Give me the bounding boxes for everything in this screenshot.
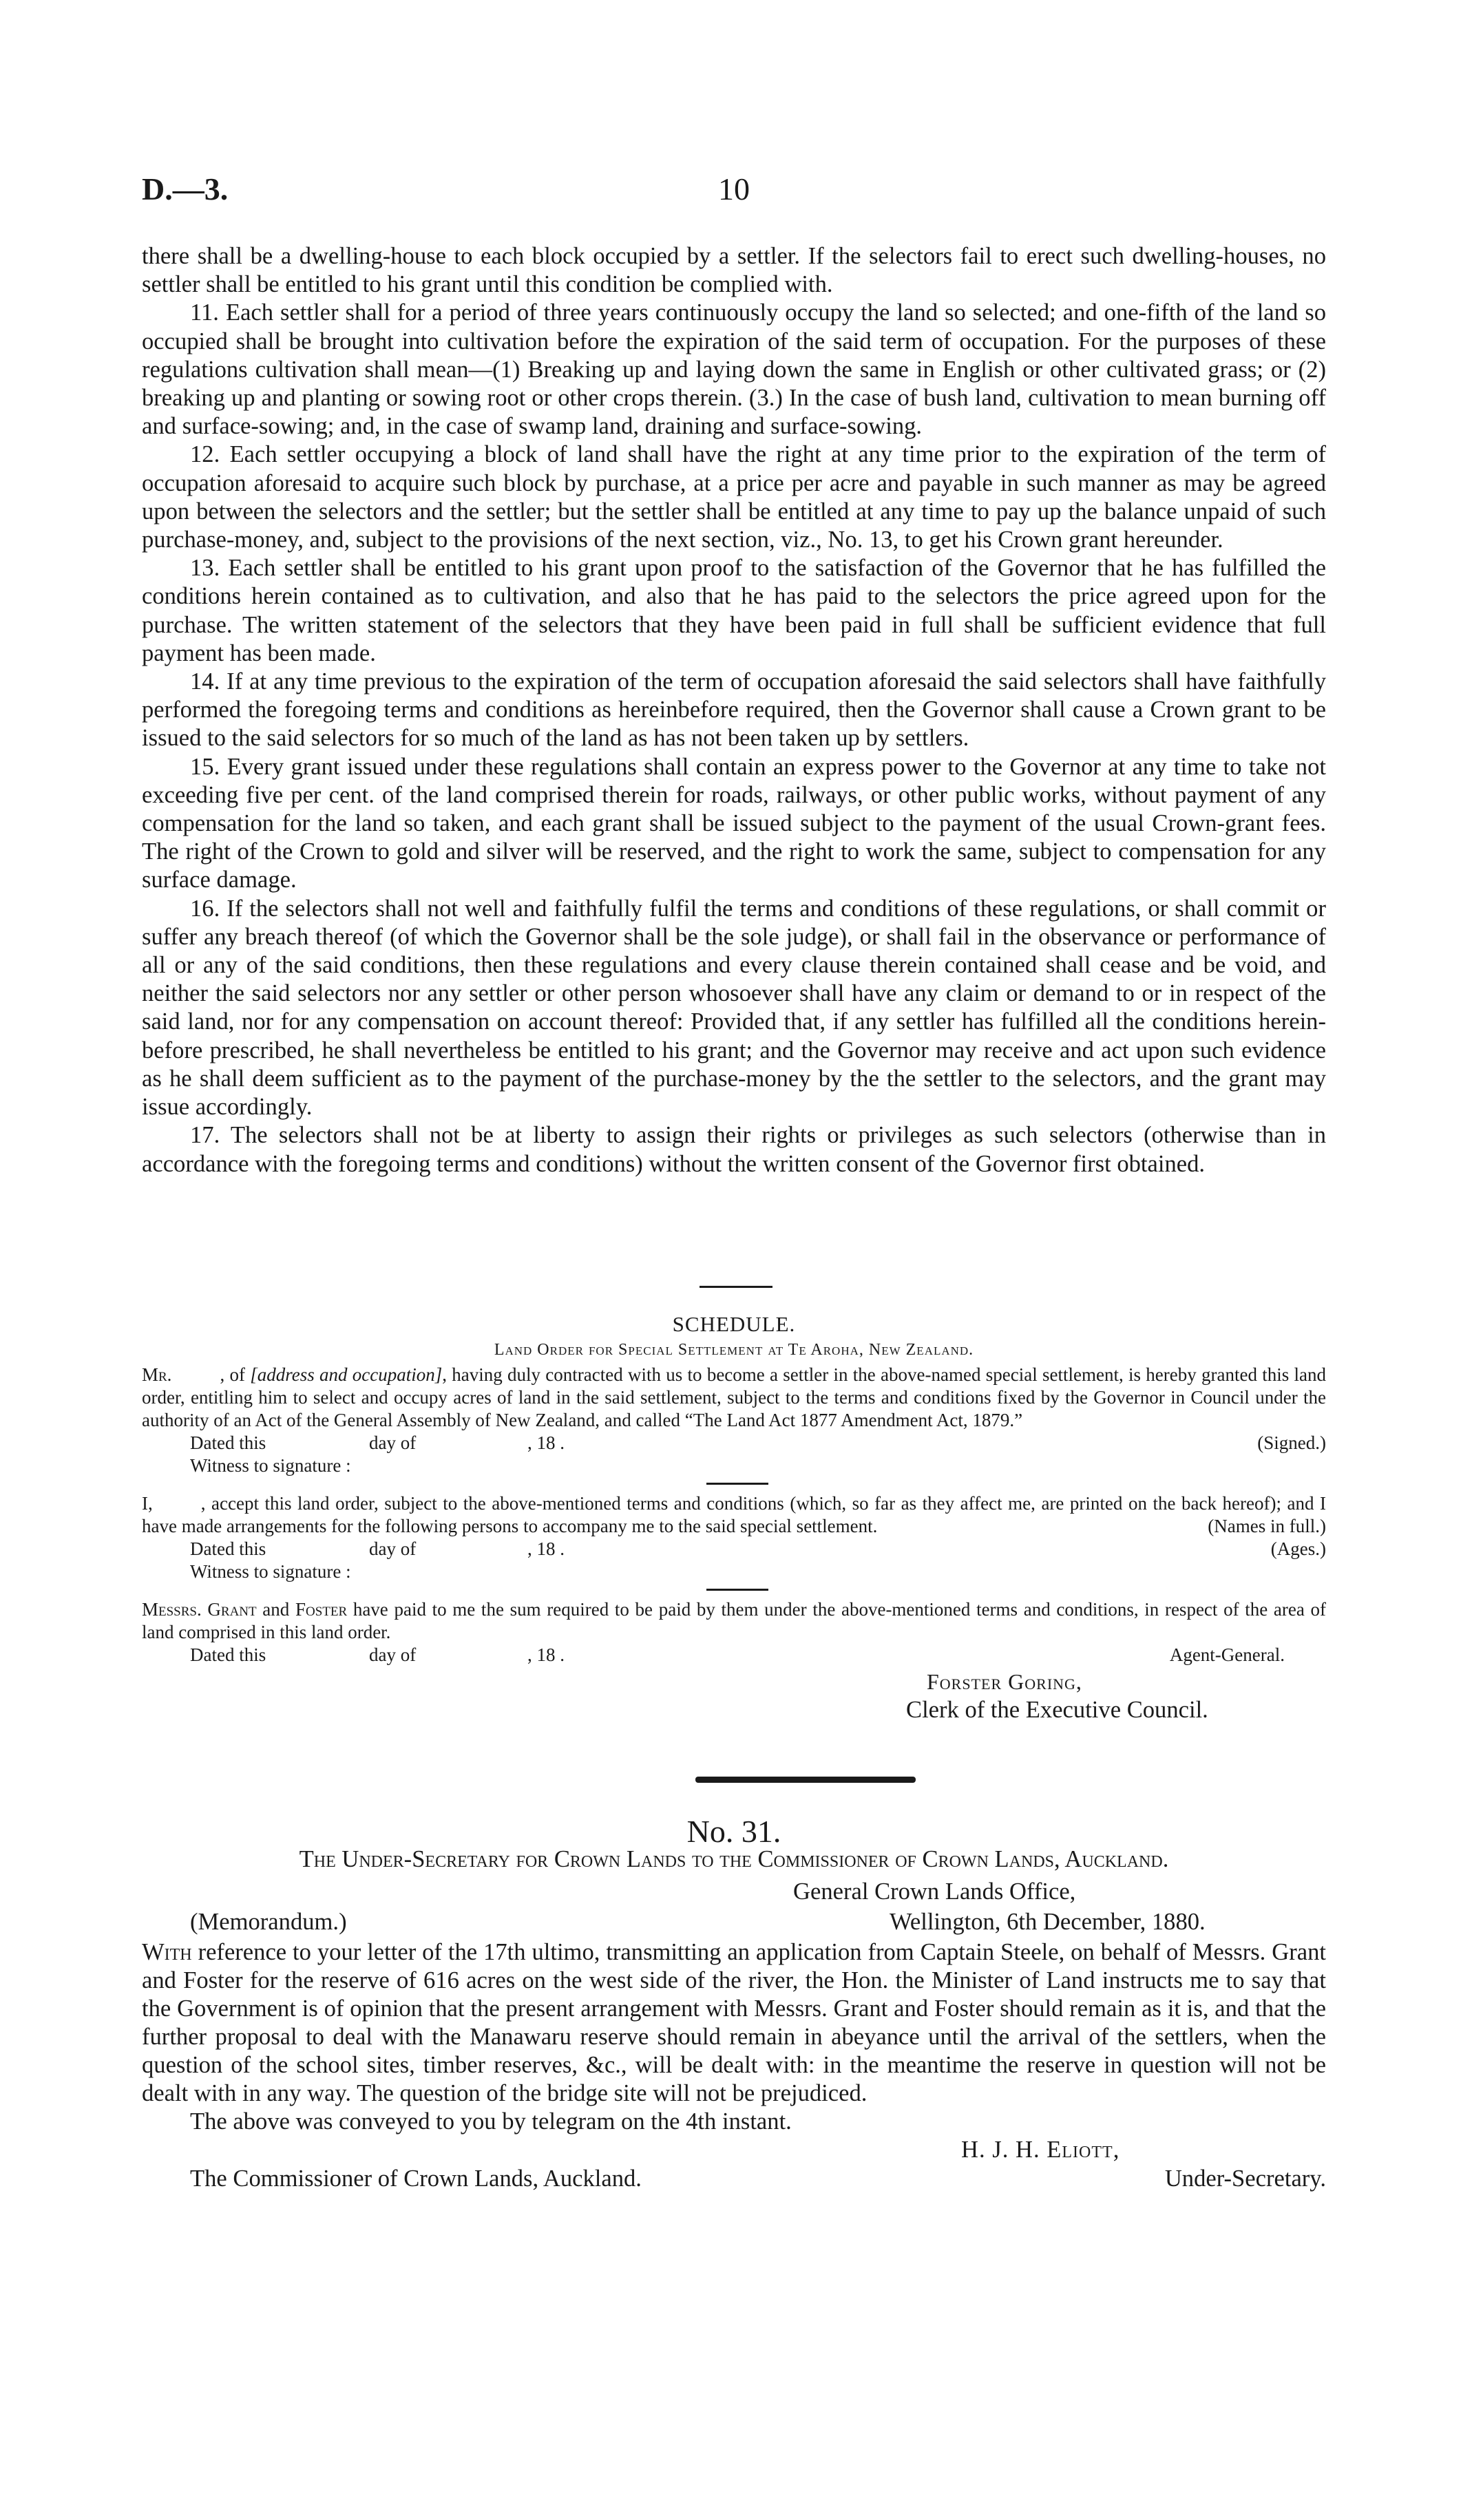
and-word: and	[262, 1599, 290, 1620]
document-subtitle: The Under-Secretary for Crown Lands to the Commissioner of Crown Lands, Auckland.	[299, 1846, 1169, 1872]
payment-body: have paid to me the sum required to be paid by them under the above-mentioned terms and conditions, in respect of the area of land comprised in this land order.	[142, 1599, 1326, 1642]
divider	[706, 1483, 768, 1485]
signature-name: H. J. H. Eliott,	[961, 2137, 1120, 2163]
witness-label: Witness to signature :	[190, 1561, 351, 1582]
dated-label: Dated this	[190, 1538, 266, 1559]
witness-label: Witness to signature :	[190, 1455, 351, 1476]
memorandum-label: (Memorandum.)	[190, 1909, 347, 1935]
land-order-text	[142, 1364, 1326, 1432]
paragraph-17: 17. The selectors shall not be at liberty to assign their rights or privileges as such selectors (otherwise than in accordance with the foregoing terms and conditions) without the written consent of the Governor first obtained.	[142, 1122, 1326, 1177]
regulations-text	[142, 242, 1326, 1178]
memorandum-no-31	[142, 1814, 1326, 2195]
paragraph-14: 14. If at any time previous to the expiration of the term of occupation aforesaid the said selectors shall have faithfully performed the foregoing terms and conditions as hereinbefore required, then the Governor shall cause a Crown grant to be issued to the said selectors for so much of the land as has not been taken up by settlers.	[142, 668, 1326, 752]
office-label: General Crown Lands Office,	[793, 1878, 1076, 1905]
dated-row-2	[142, 1538, 1326, 1560]
order-text-part: , of	[220, 1364, 251, 1385]
mr-label: Mr.	[142, 1364, 172, 1385]
paragraph-continued: there shall be a dwelling-house to each block occupied by a settler. If the selectors fail to erect such dwelling-houses, no settler shall be entitled to his grant until this condition be complied with.	[142, 243, 1326, 298]
dated-row-1	[142, 1432, 1326, 1454]
signatory-name: Forster Goring,	[927, 1669, 1082, 1694]
paragraph-16: 16. If the selectors shall not well and faithfully fulfil the terms and conditions of these regulations, or shall commit or suffer any breach thereof (of which the Governor shall be the sole judge), or shall fail in the observance or performance of all or any of the said conditions, then these regulations and every clause therein contained shall cease and be void, and neither the said selectors nor any settler or other person whosoever shall have any claim or demand to or in respect of the said land, nor for any compensation on account thereof: Provided that, if any settler has fulfilled all the conditions herein-before prescribed, he shall nevertheless be entitled to his grant; and the Governor may receive and act upon such evidence as he shall deem sufficient as to the payment of the purchase-money by the the settler to the selectors, and the grant may issue accordingly.	[142, 895, 1326, 1121]
date-line: Wellington, 6th December, 1880.	[890, 1909, 1206, 1935]
signatory-title: Clerk of the Executive Council.	[906, 1697, 1208, 1723]
names-row	[142, 1515, 1326, 1538]
telegram-note: The above was conveyed to you by telegram on the 4th instant.	[190, 2108, 792, 2135]
messrs-grant: Messrs. Grant	[142, 1599, 257, 1620]
paragraph-15: 15. Every grant issued under these regulations shall contain an express power to the Governor at any time to take not exceeding five per cent. of the land comprised therein for roads, railways, or other public works, without payment of any compensation for the land so taken, and each grant shall be issued subject to the payment of the usual Crown-grant fees. The right of the Crown to gold and silver will be reserved, and the right to work the same, subject to compensation for any surface damage.	[142, 753, 1326, 893]
year-label: , 18 .	[527, 1432, 565, 1453]
document-number: No. 31.	[686, 1814, 781, 1849]
day-of-label: day of	[369, 1644, 417, 1665]
page-header	[142, 171, 1326, 212]
signed-label: (Signed.)	[1257, 1432, 1326, 1453]
witness-row-2	[142, 1560, 1326, 1583]
payment-text	[142, 1598, 1326, 1644]
foster-name: Foster	[295, 1599, 348, 1620]
dated-label: Dated this	[190, 1432, 266, 1453]
order-text-rest: , having duly contracted with us to become a settler in the above-named special settlement, is hereby granted this land order, entitling him to select and occupy acres of land in the said settlement, subject to the terms and conditions fixed by the Governor in Council under the authority of an Act of the General Assembly of New Zealand, and called “The Land Act 1877 Amendment Act, 1879.”	[142, 1364, 1326, 1430]
names-label: (Names in full.)	[1208, 1516, 1326, 1536]
day-of-label: day of	[369, 1432, 417, 1453]
memorandum-text: reference to your letter of the 17th ultimo, transmitting an application from Captain Steele, on behalf of Messrs. Grant and Foster for the reserve of 616 acres on the west side of the river, the Hon. the Minister of Land instructs me to say that the Government is of opinion that the present arrangement with Messrs. Grant and Foster should remain as it is, and that the further proposal to deal with the Manawaru reserve should remain in abeyance until the arrival of the settlers, when the question of the school sites, timber reserves, &c., will be dealt with: in the meantime the reserve in question will not be dealt with in any way. The question of the bridge site will not be prejudiced.	[142, 1939, 1326, 2106]
i-label: I,	[142, 1493, 153, 1514]
dated-row-3	[142, 1644, 1326, 1666]
dated-label: Dated this	[190, 1644, 266, 1665]
signatory-role: Under-Secretary.	[1164, 2166, 1326, 2192]
schedule-section	[142, 1312, 1326, 1724]
address-placeholder: [address and occupation]	[250, 1364, 443, 1385]
divider	[706, 1589, 768, 1591]
divider	[700, 1286, 772, 1288]
paragraph-13: 13. Each settler shall be entitled to his grant upon proof to the satisfaction of the Governor that he has fulfilled the conditions herein contained as to cultivation, and also that he has paid to the selectors the price agreed upon for the purchase. The written statement of the selectors that they have been paid in full shall be sufficient evidence that full payment has been made.	[142, 555, 1326, 666]
year-label: , 18 .	[527, 1538, 565, 1559]
page-number: 10	[718, 171, 750, 207]
schedule-subtitle: Land Order for Special Settlement at Te Aroha, New Zealand.	[494, 1341, 974, 1359]
day-of-label: day of	[369, 1538, 417, 1559]
witness-row-1	[142, 1454, 1326, 1477]
memorandum-body	[142, 1938, 1326, 2108]
with-word: With	[142, 1939, 192, 1965]
paragraph-12: 12. Each settler occupying a block of land shall have the right at any time prior to the expiration of the term of occupation aforesaid to acquire such block by purchase, at a price per acre and payable in such manner as may be agreed upon between the selectors and the settler; but the settler shall be entitled at any time to pay up the balance unpaid of such purchase-money, and, subject to the provisions of the next section, viz., No. 13, to get his Crown grant hereunder.	[142, 441, 1326, 553]
addressee: The Commissioner of Crown Lands, Auckland.	[190, 2166, 642, 2192]
section-separator	[695, 1777, 916, 1783]
year-label: , 18 .	[527, 1644, 565, 1665]
paragraph-11: 11. Each settler shall for a period of three years continuously occupy the land so selected; and one-fifth of the land so occupied shall be brought into cultivation before the expiration of the said term of occupation. For the purposes of these regulations cultivation shall mean—(1) Breaking up and laying down the same in English or other cultivated grass; or (2) breaking up and planting or sowing root or other crops therein. (3.) In the case of bush land, cultivation to mean burning off and surface-sowing; and, in the case of swamp land, draining and surface-sowing.	[142, 299, 1326, 440]
acceptance-body: , accept this land order, subject to the above-mentioned terms and conditions (which, so far as they affect me, are printed on the back hereof); and I have made arrangements for the following persons to accompany me to the said special settlement.	[142, 1493, 1326, 1536]
ages-label: (Ages.)	[1270, 1538, 1326, 1559]
document-code: D.—3.	[142, 171, 229, 207]
schedule-title: SCHEDULE.	[672, 1312, 796, 1336]
agent-general-label: Agent-General.	[1169, 1644, 1285, 1665]
